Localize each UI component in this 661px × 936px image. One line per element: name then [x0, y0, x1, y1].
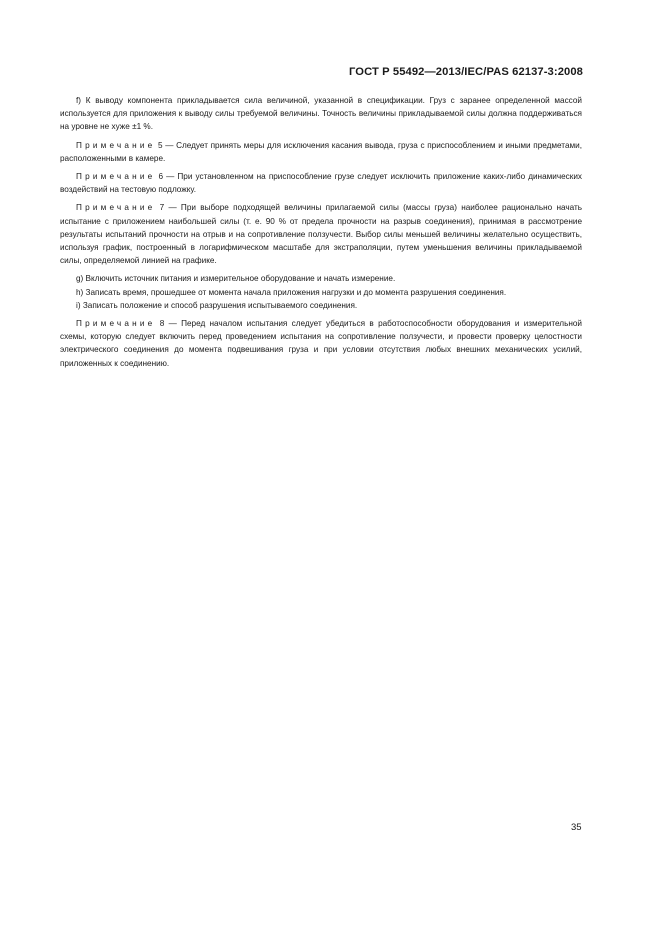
note-label: Примечание — [76, 319, 156, 329]
note-label: Примечание — [76, 140, 156, 150]
note-7 — [60, 201, 582, 267]
page-number: 35 — [571, 822, 582, 833]
note-6 — [60, 170, 582, 196]
document-header: ГОСТ Р 55492—2013/IEC/PAS 62137-3:2008 — [348, 66, 583, 78]
list-item-f: f) К выводу компонента прикладывается сила величиной, указанной в спецификации. Груз с заранее определенной массой используется для приложения к выводу силы требуемой величины. Точность величины прикладываемой силы должна поддерживаться на уровне не хуже ±1 %. — [60, 96, 582, 132]
note-text: 5 — Следует принять меры для исключения касания вывода, груза с приспособлением и иными предметами, расположенными в камере. — [60, 140, 582, 163]
list-item-i: i) Записать положение и способ разрушения испытываемого соединения. — [76, 300, 358, 310]
note-5 — [60, 139, 582, 165]
note-label: Примечание — [76, 203, 156, 213]
list-item-h: h) Записать время, прошедшее от момента начала приложения нагрузки и до момента разрушения соединения. — [76, 287, 507, 297]
note-text: 8 — Перед началом испытания следует убедиться в работоспособности оборудования и измерительной схемы, которую следует включить перед проведением испытания на сопротивление ползучести, и провести проверку целостности электрического соединения до момента подвешивания груза и при условии отсутствия любых внешних механических усилий, приложенных к соединению. — [60, 319, 582, 368]
page-body — [60, 94, 582, 370]
note-text: 7 — При выборе подходящей величины прилагаемой силы (массы груза) наиболее рационально начать испытание с приложением наибольшей силы (т. е. 90 % от предела прочности на разрыв соединения), принимая в рассмотрение результаты испытаний прочности на отрыв и на сопротивление ползучести. Выбор силы меньшей величины желательно осуществить, используя график, построенный в логарифмическом масштабе для экстраполяции, путем уменьшения величины прикладываемой силы, определяемой линией на графике. — [60, 203, 582, 266]
note-text: 6 — При установленном на приспособление грузе следует исключить приложение каких-либо динамических воздействий на тестовую подложку. — [60, 172, 582, 195]
list-item-g: g) Включить источник питания и измерительное оборудование и начать измерение. — [76, 274, 396, 284]
note-8 — [60, 317, 582, 370]
note-label: Примечание — [76, 172, 156, 182]
